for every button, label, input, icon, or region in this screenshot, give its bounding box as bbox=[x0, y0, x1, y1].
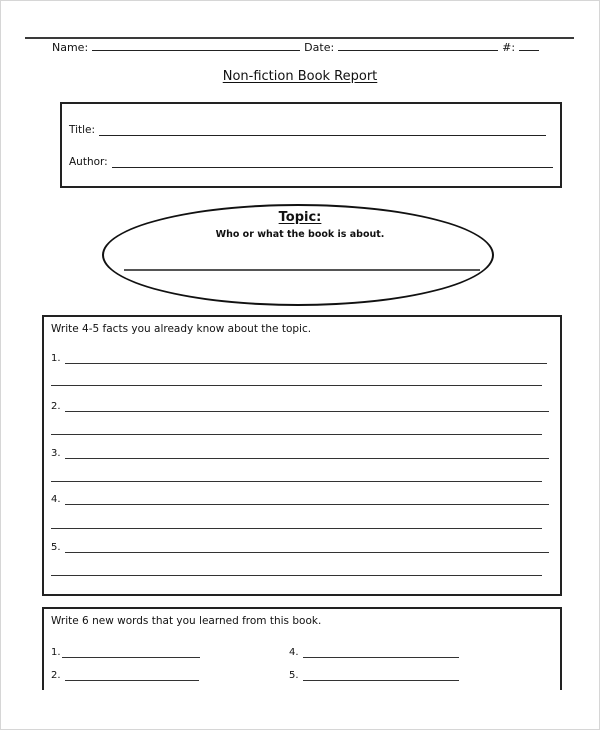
fact-continuation-1[interactable] bbox=[51, 385, 542, 386]
topic-label: Topic: bbox=[278, 210, 322, 225]
title-field[interactable] bbox=[99, 126, 546, 136]
number-label: #: bbox=[502, 41, 516, 54]
date-field[interactable] bbox=[338, 40, 498, 51]
word-number: 2. bbox=[51, 670, 61, 681]
fact-number: 5. bbox=[51, 542, 61, 553]
author-field[interactable] bbox=[112, 158, 553, 168]
fact-number: 3. bbox=[51, 448, 61, 459]
fact-field-1[interactable] bbox=[65, 355, 547, 364]
fact-field-3[interactable] bbox=[65, 450, 549, 459]
word-field-4[interactable] bbox=[303, 649, 459, 658]
fact-field-4[interactable] bbox=[65, 496, 549, 505]
word-number: 1. bbox=[51, 647, 61, 658]
words-prompt: Write 6 new words that you learned from this book. bbox=[51, 615, 322, 627]
fact-number: 4. bbox=[51, 494, 61, 505]
word-field-2[interactable] bbox=[65, 672, 199, 681]
fact-field-2[interactable] bbox=[65, 403, 549, 412]
name-field[interactable] bbox=[92, 40, 300, 51]
fact-item-1 bbox=[51, 353, 547, 364]
fact-continuation-4[interactable] bbox=[51, 528, 542, 529]
fact-item-3 bbox=[51, 448, 549, 459]
word-number: 4. bbox=[289, 647, 299, 658]
date-label: Date: bbox=[304, 41, 335, 54]
word-item-5 bbox=[289, 670, 459, 681]
page-title: Non-fiction Book Report bbox=[222, 69, 378, 84]
top-divider bbox=[25, 37, 574, 39]
title-label: Title: bbox=[69, 124, 96, 136]
word-item-1 bbox=[51, 647, 200, 658]
word-field-5[interactable] bbox=[303, 672, 459, 681]
author-label: Author: bbox=[69, 156, 108, 168]
facts-prompt: Write 4-5 facts you already know about the topic. bbox=[51, 323, 312, 335]
word-item-2 bbox=[51, 670, 199, 681]
facts-box bbox=[42, 315, 562, 596]
title-row bbox=[69, 124, 546, 136]
fact-field-5[interactable] bbox=[65, 544, 549, 553]
topic-subtitle: Who or what the book is about. bbox=[215, 229, 385, 240]
page-left-edge bbox=[0, 0, 1, 730]
number-field[interactable] bbox=[519, 40, 539, 51]
word-item-4 bbox=[289, 647, 459, 658]
word-number: 5. bbox=[289, 670, 299, 681]
word-field-1[interactable] bbox=[62, 649, 200, 658]
book-info-box bbox=[60, 102, 562, 188]
page-bottom-whitespace bbox=[0, 690, 600, 730]
topic-field[interactable] bbox=[124, 269, 480, 271]
fact-item-5 bbox=[51, 542, 549, 553]
fact-continuation-2[interactable] bbox=[51, 434, 542, 435]
header-fields bbox=[52, 40, 552, 54]
fact-number: 2. bbox=[51, 401, 61, 412]
fact-item-4 bbox=[51, 494, 549, 505]
author-row bbox=[69, 156, 553, 168]
fact-item-2 bbox=[51, 401, 549, 412]
fact-continuation-3[interactable] bbox=[51, 481, 542, 482]
fact-continuation-5[interactable] bbox=[51, 575, 542, 576]
name-label: Name: bbox=[52, 41, 89, 54]
fact-number: 1. bbox=[51, 353, 61, 364]
